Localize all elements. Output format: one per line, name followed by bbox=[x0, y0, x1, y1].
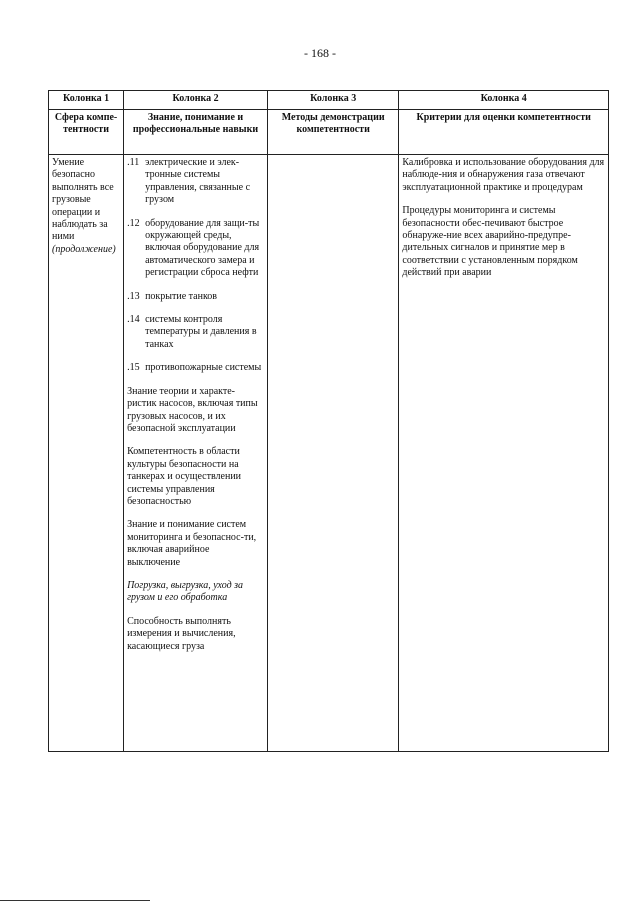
item-text: оборудование для защи-ты окружающей среды, включая оборудование для автоматического замера и регистрации сброса нефти bbox=[145, 217, 260, 279]
item-text: противопожарные системы bbox=[145, 362, 262, 374]
column-4-label: Колонка 4 bbox=[399, 91, 609, 110]
item-text: электрические и элек-тронные системы управления, связанные с грузом bbox=[145, 157, 251, 206]
item-text: системы контроля температуры и давления в танках bbox=[145, 314, 257, 350]
header-methods: Методы демонстрации компетентности bbox=[267, 110, 398, 155]
knowledge-item bbox=[127, 218, 264, 280]
item-number: .11 bbox=[127, 157, 140, 168]
header-row bbox=[49, 110, 609, 155]
footer-rule bbox=[0, 900, 150, 901]
column-1-label: Колонка 1 bbox=[49, 91, 124, 110]
item-number: .13 bbox=[127, 290, 140, 302]
page-number: - 168 - bbox=[304, 46, 336, 60]
competence-table bbox=[48, 90, 609, 752]
knowledge-item bbox=[127, 314, 264, 351]
item-number: .15 bbox=[127, 362, 140, 374]
header-knowledge: Знание, понимание и профессиональные навыки bbox=[124, 110, 268, 155]
knowledge-item bbox=[127, 362, 264, 374]
criteria-cell bbox=[399, 155, 609, 752]
continuation-note: (продолжение) bbox=[52, 243, 116, 255]
column-number-row bbox=[49, 91, 609, 110]
item-number: .14 bbox=[127, 314, 140, 326]
header-competence-sphere: Сфера компе-тентности bbox=[49, 110, 124, 155]
column-3-label: Колонка 3 bbox=[267, 91, 398, 110]
knowledge-item bbox=[127, 157, 264, 207]
header-criteria: Критерии для оценки компетентности bbox=[399, 110, 609, 155]
item-number: .12 bbox=[127, 217, 140, 229]
criteria-calibration: Калибровка и использование оборудования для наблюде-ния и обнаружения газа отвечают эксплуатационной практике и процедурам bbox=[402, 157, 605, 193]
monitoring-systems: Знание и понимание систем мониторинга и безопаснос-ти, включая аварийное выключение bbox=[127, 519, 257, 568]
cargo-calculations: Способность выполнять измерения и вычисления, касающиеся груза bbox=[127, 615, 236, 652]
competence-text: Умение безопасно выполнять все грузовые операции и наблюдать за ними bbox=[52, 157, 114, 243]
knowledge-item bbox=[127, 291, 264, 303]
body-row bbox=[49, 155, 609, 752]
knowledge-cell bbox=[124, 155, 268, 752]
item-text: покрытие танков bbox=[145, 290, 218, 302]
methods-cell bbox=[267, 155, 398, 752]
safety-culture: Компетентность в области культуры безопасности на танкерах и осуществлении системы управления безопасностью bbox=[127, 446, 242, 507]
criteria-monitoring: Процедуры мониторинга и системы безопасности обес-печивают быстрое обнаруже-ние всех аварийно-предупре-дительных сигналов и принятие мер в соответствии с установленным порядком действий при аварии bbox=[402, 205, 578, 279]
competence-cell bbox=[49, 155, 124, 752]
pumps-knowledge: Знание теории и характе-ристик насосов, включая типы грузовых насосов, и их безопасной эксплуатации bbox=[127, 385, 258, 434]
cargo-handling-subheading: Погрузка, выгрузка, уход за грузом и его обработка bbox=[127, 579, 244, 604]
column-2-label: Колонка 2 bbox=[124, 91, 268, 110]
